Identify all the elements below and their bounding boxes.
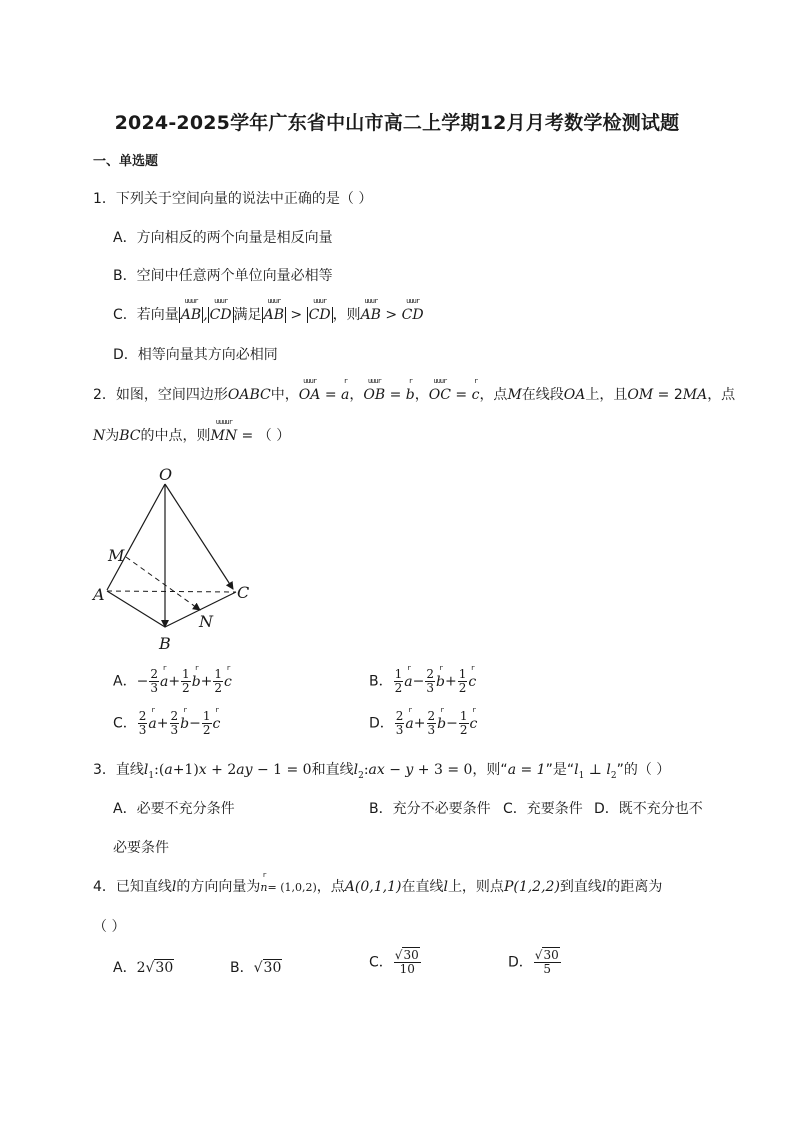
q2-stem-line2: N为BC的中点，则MN uuuur = （ ） xyxy=(93,418,291,444)
q3-option-d: D．既不充分也不 xyxy=(594,801,703,817)
q3-option-d-continued: 必要条件 xyxy=(113,840,169,856)
q3-option-c: C．充要条件 xyxy=(503,801,583,817)
q4-answer-paren: （ ） xyxy=(93,919,126,935)
edge-ab xyxy=(107,591,165,627)
label-b: B xyxy=(159,634,171,653)
vector-mn-hidden xyxy=(126,557,200,610)
q1-stem: 1．下列关于空间向量的说法中正确的是（ ） xyxy=(93,191,373,207)
q3-option-a: A．必要不充分条件 xyxy=(113,801,235,817)
q1-option-c: C．若向量 AB uuur , CD uuur 满足 AB uuur > CD uuur ，则AB uuur > CD uuur xyxy=(113,297,424,323)
label-m: M xyxy=(108,546,125,565)
q4-option-b: B．√30 xyxy=(230,960,282,976)
section-heading: 一、单选题 xyxy=(93,154,159,169)
q2-option-d: D． $\frac{2}{3}$ a r + $\frac{2}{3}$ b r − $\frac{1}{2}$ c r xyxy=(369,705,478,737)
q4-stem: 4．已知直线l的方向向量为n r = (1,0,2)，点A(0,1,1)在直线l上，则点P(1,2,2)到直线l的距离为 xyxy=(93,871,663,895)
label-c: C xyxy=(237,583,250,602)
q4-option-d: D． $\frac{√30}{5}$ xyxy=(508,948,559,976)
q1-option-b: B．空间中任意两个单位向量必相等 xyxy=(113,268,333,284)
q1-option-a: A．方向相反的两个向量是相反向量 xyxy=(113,230,333,246)
q4-option-c: C． $\frac{√30}{10}$ xyxy=(369,948,419,976)
q4-option-a: A．2√30 xyxy=(113,960,174,976)
q2-option-a: A．− $\frac{2}{3}$ a r + $\frac{1}{2}$ b r + $\frac{1}{2}$ c r xyxy=(113,663,232,695)
q2-stem-line1: 2．如图，空间四边形OABC中，OA uuur = a r ，OB uuur = b r ，OC uuur = c r ，点M在线段OA上，且OM = 2MA，点 xyxy=(93,377,736,403)
q1-option-d: D．相等向量其方向必相同 xyxy=(113,347,278,363)
label-o: O xyxy=(159,465,173,484)
label-n: N xyxy=(199,612,213,631)
q2-option-c: C． $\frac{2}{3}$ a r + $\frac{2}{3}$ b r − $\frac{1}{2}$ c r xyxy=(113,705,221,737)
label-a: A xyxy=(93,585,105,604)
edge-ac-hidden xyxy=(107,591,236,592)
q3-stem: 3．直线$l_1:(a+1)x + 2ay - 1 = 0$和直线$l_2:ax - y + 3 = 0$，则“a = 1”是“$l_1$ ⊥ $l_2$”的（ ） xyxy=(93,762,671,781)
edge-oa xyxy=(107,484,165,590)
tetrahedron-figure xyxy=(88,460,268,655)
page-title: 2024-2025学年广东省中山市高二上学期12月月考数学检测试题 xyxy=(114,112,680,134)
vector-oc xyxy=(165,484,233,589)
q3-option-b: B．充分不必要条件 xyxy=(369,801,491,817)
q2-option-b: B． $\frac{1}{2}$ a r − $\frac{2}{3}$ b r + $\frac{1}{2}$ c r xyxy=(369,663,477,695)
